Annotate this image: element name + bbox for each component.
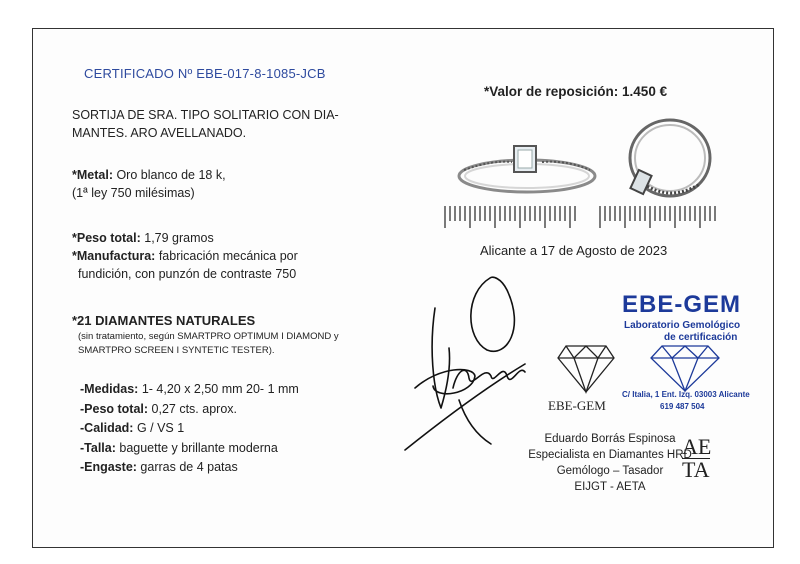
signer-affiliation: EIJGT - AETA bbox=[574, 481, 646, 493]
peso-total-value: 1,79 gramos bbox=[140, 231, 214, 245]
replacement-value: *Valor de reposición: 1.450 € bbox=[484, 84, 668, 99]
diamond-logo-icon bbox=[556, 342, 616, 396]
stamp-lab-line-1: Laboratorio Gemológico bbox=[624, 320, 741, 331]
manufactura-value: fabricación mecánica por bbox=[155, 249, 298, 263]
talla-label: -Talla: bbox=[80, 440, 116, 455]
calidad-value: G / VS 1 bbox=[133, 421, 185, 435]
diamonds-note-line-1: (sin tratamiento, según SMARTPRO OPTIMUM I DIAMOND y bbox=[78, 331, 339, 342]
signer-role: Gemólogo – Tasador bbox=[556, 465, 664, 477]
medidas-label: -Medidas: bbox=[80, 382, 139, 396]
stamp-lab-line-2: de certificación bbox=[664, 332, 738, 343]
calidad-label: -Calidad: bbox=[80, 421, 134, 435]
peso-value: 0,27 cts. aprox. bbox=[148, 401, 237, 416]
engaste-value: garras de 4 patas bbox=[136, 460, 238, 474]
diamond-specs bbox=[80, 380, 299, 478]
stamp-phone: 619 487 504 bbox=[660, 402, 705, 411]
medidas-value: 1- 4,20 x 2,50 mm 20- 1 mm bbox=[138, 382, 299, 396]
issue-date: Alicante a 17 de Agosto de 2023 bbox=[480, 243, 668, 258]
metal-value: Oro blanco de 18 k, bbox=[112, 168, 226, 182]
ruler-right bbox=[598, 204, 720, 230]
signer-block bbox=[510, 431, 710, 495]
manufactura-label: *Manufactura: bbox=[72, 249, 156, 263]
ebe-gem-wordmark: EBE-GEM bbox=[548, 398, 606, 413]
ruler-left bbox=[443, 204, 583, 230]
signer-name: Eduardo Borrás Espinosa bbox=[544, 433, 676, 445]
diamonds-block bbox=[72, 312, 339, 358]
stamp-address: C/ Italia, 1 Ent. Izq. 03003 Alicante bbox=[622, 390, 750, 399]
ring-side-photo bbox=[620, 112, 720, 212]
peso-total-label: *Peso total: bbox=[72, 231, 141, 245]
stamp-title: EBE-GEM bbox=[622, 291, 742, 318]
diamonds-title: *21 DIAMANTES NATURALES bbox=[72, 313, 256, 328]
diamonds-note-line-2: SMARTPRO SCREEN I SYNTETIC TESTER). bbox=[78, 345, 275, 356]
engaste-label: -Engaste: bbox=[80, 460, 137, 474]
description-line-1: SORTIJA DE SRA. TIPO SOLITARIO CON DIA- bbox=[72, 108, 339, 122]
description-line-2: MANTES. ARO AVELLANADO. bbox=[72, 126, 247, 140]
metal-block bbox=[72, 166, 226, 202]
ring-front-photo bbox=[452, 112, 602, 207]
manufactura-value-line-2: fundición, con punzón de contraste 750 bbox=[78, 267, 297, 281]
metal-value-line-2: (1ª ley 750 milésimas) bbox=[72, 186, 195, 200]
weight-manufacture-block bbox=[72, 229, 298, 283]
aeta-logo-bottom: TA bbox=[682, 457, 710, 482]
certificate-title: CERTIFICADO Nº EBE-017-8-1085-JCB bbox=[84, 66, 326, 81]
signer-specialty: Especialista en Diamantes HRD bbox=[528, 449, 692, 461]
peso-label: -Peso total: bbox=[80, 401, 149, 416]
talla-value: baguette y brillante moderna bbox=[115, 440, 278, 455]
ring-description bbox=[72, 106, 339, 142]
aeta-logo-top: AE bbox=[682, 434, 712, 459]
metal-label: *Metal: bbox=[72, 168, 113, 182]
stamp-diamond-icon bbox=[648, 343, 722, 393]
aeta-logo bbox=[682, 434, 712, 482]
signature bbox=[395, 268, 545, 458]
